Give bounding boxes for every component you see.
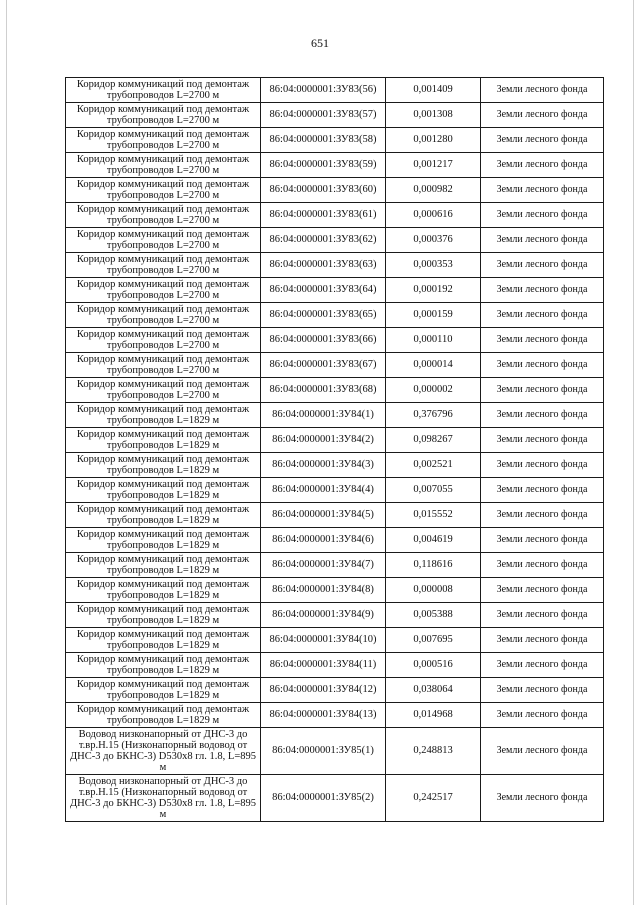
area-cell: 0,000002: [386, 378, 481, 403]
land-category-cell: Земли лесного фонда: [481, 403, 604, 428]
table-row: [66, 428, 604, 453]
area-cell: 0,002521: [386, 453, 481, 478]
area-cell: 0,000014: [386, 353, 481, 378]
area-cell: 0,000192: [386, 278, 481, 303]
land-category-cell: Земли лесного фонда: [481, 103, 604, 128]
area-cell: 0,242517: [386, 775, 481, 822]
land-category-cell: Земли лесного фонда: [481, 303, 604, 328]
object-name-cell: Коридор коммуникаций под демонтаж трубопроводов L=1829 м: [66, 653, 261, 678]
land-category-cell: Земли лесного фонда: [481, 728, 604, 775]
cadastral-number-cell: 86:04:0000001:ЗУ83(61): [261, 203, 386, 228]
object-name-cell: Коридор коммуникаций под демонтаж трубопроводов L=2700 м: [66, 203, 261, 228]
object-name-cell: Коридор коммуникаций под демонтаж трубопроводов L=2700 м: [66, 228, 261, 253]
cadastral-number-cell: 86:04:0000001:ЗУ83(58): [261, 128, 386, 153]
table-row: [66, 303, 604, 328]
table-row: [66, 128, 604, 153]
object-name-cell: Коридор коммуникаций под демонтаж трубопроводов L=2700 м: [66, 128, 261, 153]
cadastral-number-cell: 86:04:0000001:ЗУ84(13): [261, 703, 386, 728]
land-category-cell: Земли лесного фонда: [481, 353, 604, 378]
object-name-cell: Коридор коммуникаций под демонтаж трубопроводов L=1829 м: [66, 453, 261, 478]
table-row: [66, 328, 604, 353]
object-name-cell: Коридор коммуникаций под демонтаж трубопроводов L=2700 м: [66, 103, 261, 128]
area-cell: 0,098267: [386, 428, 481, 453]
object-name-cell: Коридор коммуникаций под демонтаж трубопроводов L=1829 м: [66, 603, 261, 628]
cadastral-number-cell: 86:04:0000001:ЗУ83(62): [261, 228, 386, 253]
object-name-cell: Коридор коммуникаций под демонтаж трубопроводов L=2700 м: [66, 378, 261, 403]
land-category-cell: Земли лесного фонда: [481, 603, 604, 628]
cadastral-number-cell: 86:04:0000001:ЗУ83(65): [261, 303, 386, 328]
cadastral-number-cell: 86:04:0000001:ЗУ84(6): [261, 528, 386, 553]
area-cell: 0,000008: [386, 578, 481, 603]
table-row: [66, 153, 604, 178]
object-name-cell: Коридор коммуникаций под демонтаж трубопроводов L=1829 м: [66, 628, 261, 653]
area-cell: 0,001308: [386, 103, 481, 128]
cadastral-number-cell: 86:04:0000001:ЗУ84(7): [261, 553, 386, 578]
land-category-cell: Земли лесного фонда: [481, 775, 604, 822]
land-category-cell: Земли лесного фонда: [481, 78, 604, 103]
scan-edge-right: [633, 0, 634, 905]
area-cell: 0,014968: [386, 703, 481, 728]
cadastral-number-cell: 86:04:0000001:ЗУ84(4): [261, 478, 386, 503]
table-row: [66, 653, 604, 678]
cadastral-number-cell: 86:04:0000001:ЗУ85(1): [261, 728, 386, 775]
land-category-cell: Земли лесного фонда: [481, 553, 604, 578]
land-category-cell: Земли лесного фонда: [481, 228, 604, 253]
area-cell: 0,376796: [386, 403, 481, 428]
area-cell: 0,000353: [386, 253, 481, 278]
cadastral-number-cell: 86:04:0000001:ЗУ83(66): [261, 328, 386, 353]
land-category-cell: Земли лесного фонда: [481, 428, 604, 453]
object-name-cell: Коридор коммуникаций под демонтаж трубопроводов L=1829 м: [66, 403, 261, 428]
land-category-cell: Земли лесного фонда: [481, 453, 604, 478]
scan-edge-left: [6, 0, 7, 905]
page-number: 651: [311, 36, 329, 50]
table-row: [66, 628, 604, 653]
cadastral-number-cell: 86:04:0000001:ЗУ84(9): [261, 603, 386, 628]
land-category-cell: Земли лесного фонда: [481, 503, 604, 528]
object-name-cell: Коридор коммуникаций под демонтаж трубопроводов L=2700 м: [66, 278, 261, 303]
area-cell: 0,007695: [386, 628, 481, 653]
land-category-cell: Земли лесного фонда: [481, 678, 604, 703]
object-name-cell: Водовод низконапорный от ДНС-3 до т.вр.Н.15 (Низконапорный водовод от ДНС-3 до БКНС-3) D530x8 гл. 1.8, L=895 м: [66, 775, 261, 822]
object-name-cell: Коридор коммуникаций под демонтаж трубопроводов L=2700 м: [66, 353, 261, 378]
land-category-cell: Земли лесного фонда: [481, 478, 604, 503]
object-name-cell: Коридор коммуникаций под демонтаж трубопроводов L=2700 м: [66, 178, 261, 203]
cadastral-number-cell: 86:04:0000001:ЗУ83(67): [261, 353, 386, 378]
object-name-cell: Коридор коммуникаций под демонтаж трубопроводов L=1829 м: [66, 528, 261, 553]
object-name-cell: Коридор коммуникаций под демонтаж трубопроводов L=1829 м: [66, 678, 261, 703]
table-row: [66, 578, 604, 603]
table-row: [66, 178, 604, 203]
land-category-cell: Земли лесного фонда: [481, 203, 604, 228]
land-category-cell: Земли лесного фонда: [481, 653, 604, 678]
area-cell: 0,000376: [386, 228, 481, 253]
area-cell: 0,000516: [386, 653, 481, 678]
land-category-cell: Земли лесного фонда: [481, 578, 604, 603]
land-category-cell: Земли лесного фонда: [481, 128, 604, 153]
table-row: [66, 603, 604, 628]
land-plots-table: [65, 77, 604, 822]
table-row: [66, 775, 604, 822]
cadastral-number-cell: 86:04:0000001:ЗУ84(3): [261, 453, 386, 478]
table-row: [66, 528, 604, 553]
object-name-cell: Коридор коммуникаций под демонтаж трубопроводов L=1829 м: [66, 503, 261, 528]
cadastral-number-cell: 86:04:0000001:ЗУ83(59): [261, 153, 386, 178]
cadastral-number-cell: 86:04:0000001:ЗУ83(57): [261, 103, 386, 128]
cadastral-number-cell: 86:04:0000001:ЗУ83(63): [261, 253, 386, 278]
area-cell: 0,001217: [386, 153, 481, 178]
area-cell: 0,001409: [386, 78, 481, 103]
area-cell: 0,118616: [386, 553, 481, 578]
table-row: [66, 378, 604, 403]
table-row: [66, 728, 604, 775]
area-cell: 0,038064: [386, 678, 481, 703]
object-name-cell: Коридор коммуникаций под демонтаж трубопроводов L=2700 м: [66, 253, 261, 278]
land-category-cell: Земли лесного фонда: [481, 153, 604, 178]
object-name-cell: Водовод низконапорный от ДНС-3 до т.вр.Н.15 (Низконапорный водовод от ДНС-3 до БКНС-3) D530x8 гл. 1.8, L=895 м: [66, 728, 261, 775]
table-row: [66, 78, 604, 103]
object-name-cell: Коридор коммуникаций под демонтаж трубопроводов L=2700 м: [66, 328, 261, 353]
land-category-cell: Земли лесного фонда: [481, 378, 604, 403]
cadastral-number-cell: 86:04:0000001:ЗУ83(68): [261, 378, 386, 403]
table-row: [66, 478, 604, 503]
area-cell: 0,000159: [386, 303, 481, 328]
cadastral-number-cell: 86:04:0000001:ЗУ83(64): [261, 278, 386, 303]
table-row: [66, 103, 604, 128]
table-body: [66, 78, 604, 822]
area-cell: 0,015552: [386, 503, 481, 528]
table-row: [66, 353, 604, 378]
object-name-cell: Коридор коммуникаций под демонтаж трубопроводов L=1829 м: [66, 553, 261, 578]
land-category-cell: Земли лесного фонда: [481, 253, 604, 278]
area-cell: 0,004619: [386, 528, 481, 553]
object-name-cell: Коридор коммуникаций под демонтаж трубопроводов L=1829 м: [66, 578, 261, 603]
land-category-cell: Земли лесного фонда: [481, 178, 604, 203]
table-row: [66, 203, 604, 228]
cadastral-number-cell: 86:04:0000001:ЗУ84(8): [261, 578, 386, 603]
area-cell: 0,000982: [386, 178, 481, 203]
area-cell: 0,248813: [386, 728, 481, 775]
land-category-cell: Земли лесного фонда: [481, 528, 604, 553]
area-cell: 0,000616: [386, 203, 481, 228]
object-name-cell: Коридор коммуникаций под демонтаж трубопроводов L=2700 м: [66, 78, 261, 103]
cadastral-number-cell: 86:04:0000001:ЗУ84(1): [261, 403, 386, 428]
table-row: [66, 453, 604, 478]
cadastral-number-cell: 86:04:0000001:ЗУ84(2): [261, 428, 386, 453]
table-row: [66, 553, 604, 578]
object-name-cell: Коридор коммуникаций под демонтаж трубопроводов L=1829 м: [66, 478, 261, 503]
cadastral-number-cell: 86:04:0000001:ЗУ83(56): [261, 78, 386, 103]
table-row: [66, 278, 604, 303]
land-category-cell: Земли лесного фонда: [481, 328, 604, 353]
area-cell: 0,007055: [386, 478, 481, 503]
area-cell: 0,001280: [386, 128, 481, 153]
table-row: [66, 503, 604, 528]
object-name-cell: Коридор коммуникаций под демонтаж трубопроводов L=2700 м: [66, 153, 261, 178]
table-row: [66, 703, 604, 728]
cadastral-number-cell: 86:04:0000001:ЗУ84(11): [261, 653, 386, 678]
cadastral-number-cell: 86:04:0000001:ЗУ84(12): [261, 678, 386, 703]
land-category-cell: Земли лесного фонда: [481, 628, 604, 653]
object-name-cell: Коридор коммуникаций под демонтаж трубопроводов L=1829 м: [66, 428, 261, 453]
area-cell: 0,000110: [386, 328, 481, 353]
cadastral-number-cell: 86:04:0000001:ЗУ84(10): [261, 628, 386, 653]
cadastral-number-cell: 86:04:0000001:ЗУ84(5): [261, 503, 386, 528]
table-row: [66, 228, 604, 253]
object-name-cell: Коридор коммуникаций под демонтаж трубопроводов L=1829 м: [66, 703, 261, 728]
table-row: [66, 403, 604, 428]
table-row: [66, 253, 604, 278]
object-name-cell: Коридор коммуникаций под демонтаж трубопроводов L=2700 м: [66, 303, 261, 328]
area-cell: 0,005388: [386, 603, 481, 628]
land-category-cell: Земли лесного фонда: [481, 278, 604, 303]
cadastral-number-cell: 86:04:0000001:ЗУ83(60): [261, 178, 386, 203]
land-category-cell: Земли лесного фонда: [481, 703, 604, 728]
table-row: [66, 678, 604, 703]
cadastral-number-cell: 86:04:0000001:ЗУ85(2): [261, 775, 386, 822]
